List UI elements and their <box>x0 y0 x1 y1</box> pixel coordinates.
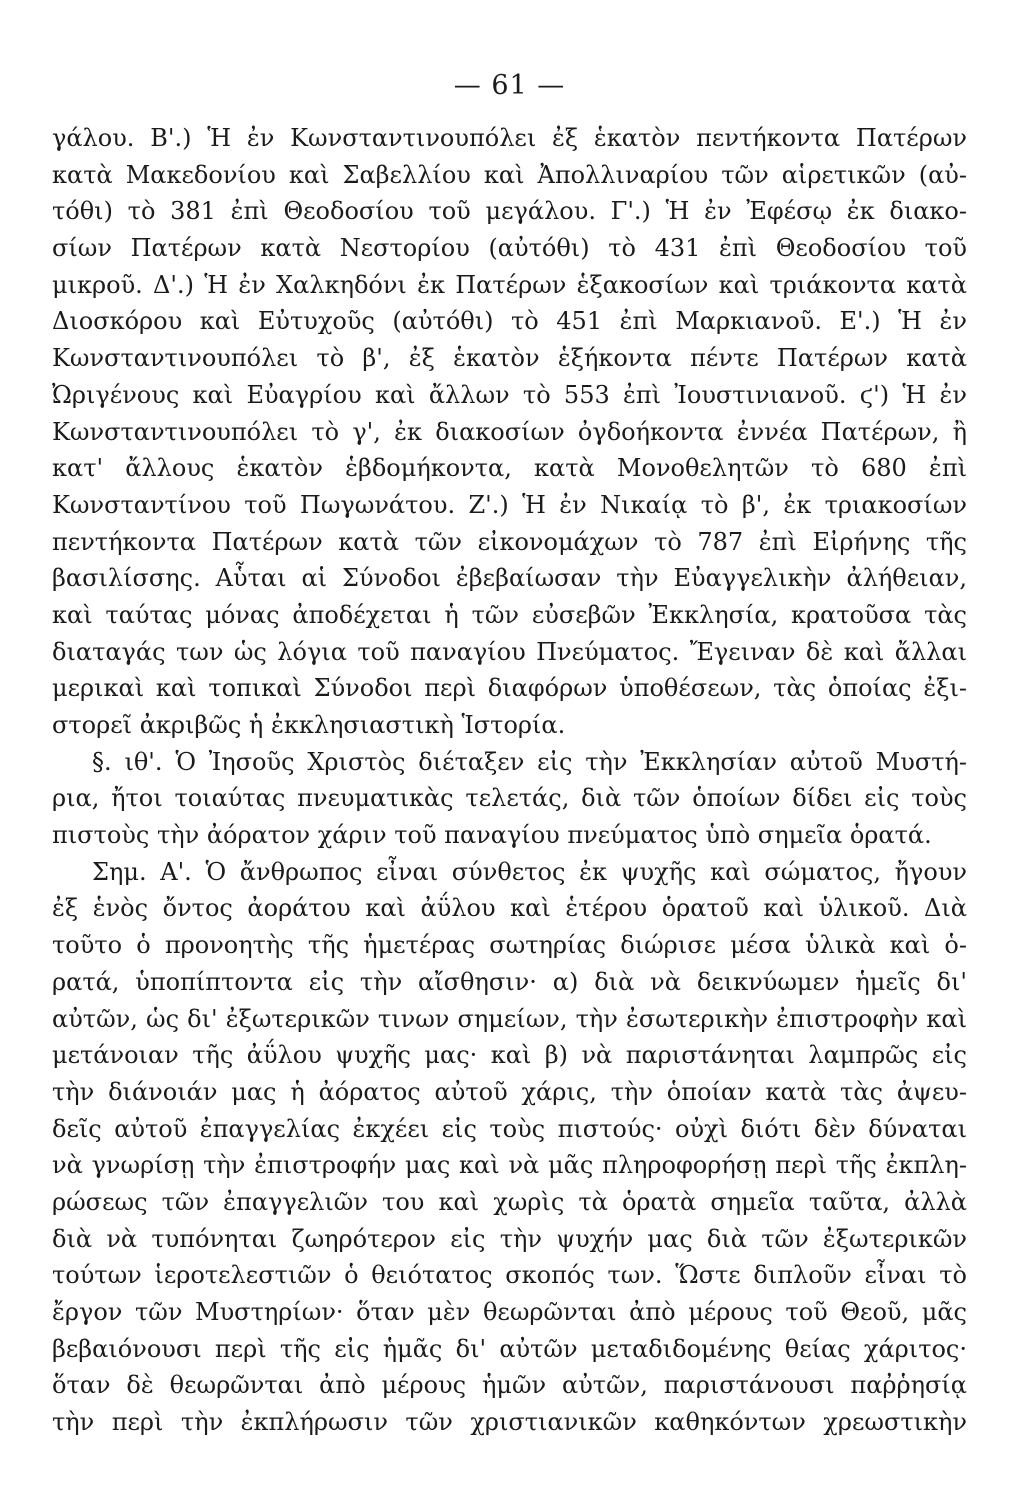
text-line: τὴν διάνοιάν μας ἡ ἀόρατος αὐτοῦ χάρις, τὴν ὁποίαν κατὰ τὰς ἀψευ- <box>52 1077 967 1106</box>
text-line: τοῦτο ὁ προνοητὴς τῆς ἡμετέρας σωτηρίας διώρισε μέσα ὑλικὰ καὶ ὁ- <box>52 931 967 960</box>
text-line: γάλου. Β'.) Ἡ ἐν Κωνσταντινουπόλει ἐξ ἑκατὸν πεντήκοντα Πατέρων <box>52 124 967 152</box>
text-line: Κωνσταντινουπόλει τὸ β', ἐξ ἑκατὸν ἑξήκοντα πέντε Πατέρων κατὰ <box>52 344 967 373</box>
text-line: ρατά, ὑποπίπτοντα εἰς τὴν αἴσθησιν· α) διὰ νὰ δεικνύωμεν ἡμεῖς δι' <box>52 967 967 996</box>
page-number: — 61 — <box>453 70 566 101</box>
text-line: Κωνσταντινουπόλει τὸ γ', ἐκ διακοσίων ὀγδοήκοντα ἐννέα Πατέρων, ἢ <box>52 417 967 446</box>
text-line: τούτων ἱεροτελεστιῶν ὁ θειότατος σκοπός των. Ὥστε διπλοῦν εἶναι τὸ <box>52 1261 967 1290</box>
text-line: διαταγάς των ὡς λόγια τοῦ παναγίου Πνεύματος. Ἔγειναν δὲ καὶ ἄλλαι <box>52 637 967 666</box>
text-line: τὴν περὶ τὴν ἐκπλήρωσιν τῶν χριστιανικῶν καθηκόντων χρεωστικὴν <box>52 1408 967 1437</box>
text-line: μερικαὶ καὶ τοπικαὶ Σύνοδοι περὶ διαφόρων ὑποθέσεων, τὰς ὁποίας ἐξι- <box>52 674 967 703</box>
text-line: διὰ νὰ τυπόνηται ζωηρότερον εἰς τὴν ψυχήν μας διὰ τῶν ἐξωτερικῶν <box>52 1224 967 1253</box>
body-text <box>52 120 967 1441</box>
text-line: τόθι) τὸ 381 ἐπὶ Θεοδοσίου τοῦ μεγάλου. Γ'.) Ἡ ἐν Ἐφέσῳ ἐκ διακο- <box>52 197 967 226</box>
text-line: κατὰ Μακεδονίου καὶ Σαβελλίου καὶ Ἀπολλιναρίου τῶν αἱρετικῶν (αὐ- <box>52 160 967 189</box>
text-line: πεντήκοντα Πατέρων κατὰ τῶν εἰκονομάχων τὸ 787 ἐπὶ Εἰρήνης τῆς <box>52 527 967 556</box>
text-line: νὰ γνωρίσῃ τὴν ἐπιστροφήν μας καὶ νὰ μᾶς πληροφορήσῃ περὶ τῆς ἐκπλη- <box>52 1151 967 1180</box>
text-line: στορεῖ ἀκριβῶς ἡ ἐκκλησιαστικὴ Ἱστορία. <box>52 711 566 739</box>
text-line: βασιλίσσης. Αὗται αἱ Σύνοδοι ἐβεβαίωσαν τὴν Εὐαγγελικὴν ἀλήθειαν, <box>52 564 967 593</box>
text-line: Διοσκόρου καὶ Εὐτυχοῦς (αὐτόθι) τὸ 451 ἐπὶ Μαρκιανοῦ. Ε'.) Ἡ ἐν <box>52 307 967 336</box>
text-line: μετάνοιαν τῆς ἀΰλου ψυχῆς μας· καὶ β) νὰ παριστάνηται λαμπρῶς εἰς <box>52 1041 967 1070</box>
text-line: ὅταν δὲ θεωρῶνται ἀπὸ μέρους ἡμῶν αὐτῶν, παριστάνουσι παῤῥησίᾳ <box>52 1371 967 1400</box>
text-line: ἐξ ἑνὸς ὄντος ἀοράτου καὶ ἀΰλου καὶ ἑτέρου ὁρατοῦ καὶ ὑλικοῦ. Διὰ <box>52 894 967 923</box>
note-heading-line: Σημ. Α'. Ὁ ἄνθρωπος εἶναι σύνθετος ἐκ ψυχῆς καὶ σώματος, ἤγουν <box>92 857 967 886</box>
section-heading-line: §. ιθ'. Ὁ Ἰησοῦς Χριστὸς διέταξεν εἰς τὴν Ἐκκλησίαν αὐτοῦ Μυστή- <box>92 747 967 776</box>
text-line: μικροῦ. Δ'.) Ἡ ἐν Χαλκηδόνι ἐκ Πατέρων ἑξακοσίων καὶ τριάκοντα κατὰ <box>52 270 967 299</box>
text-line: κατ' ἄλλους ἑκατὸν ἑβδομήκοντα, κατὰ Μονοθελητῶν τὸ 680 ἐπὶ <box>52 454 967 483</box>
text-line: ἔργον τῶν Μυστηρίων· ὅταν μὲν θεωρῶνται ἀπὸ μέρους τοῦ Θεοῦ, μᾶς <box>52 1298 967 1326</box>
text-line: βεβαιόνουσι περὶ τῆς εἰς ἡμᾶς δι' αὐτῶν μεταδιδομένης θείας χάριτος· <box>52 1334 967 1363</box>
text-line: Ὠριγένους καὶ Εὐαγρίου καὶ ἄλλων τὸ 553 ἐπὶ Ἰουστινιανοῦ. ϛ') Ἡ ἐν <box>52 380 967 409</box>
text-line: σίων Πατέρων κατὰ Νεστορίου (αὐτόθι) τὸ 431 ἐπὶ Θεοδοσίου τοῦ <box>52 234 967 263</box>
text-line: αὐτῶν, ὡς δι' ἐξωτερικῶν τινων σημείων, τὴν ἐσωτερικὴν ἐπιστροφὴν καὶ <box>52 1004 967 1033</box>
text-line: πιστοὺς τὴν ἀόρατον χάριν τοῦ παναγίου πνεύματος ὑπὸ σημεῖα ὁρατά. <box>52 821 932 850</box>
text-line: Κωνσταντίνου τοῦ Πωγωνάτου. Ζ'.) Ἡ ἐν Νικαίᾳ τὸ β', ἐκ τριακοσίων <box>52 490 967 519</box>
text-line: ρια, ἤτοι τοιαύτας πνευματικὰς τελετάς, διὰ τῶν ὁποίων δίδει εἰς τοὺς <box>52 784 967 813</box>
text-line: ρώσεως τῶν ἐπαγγελιῶν του καὶ χωρὶς τὰ ὁρατὰ σημεῖα ταῦτα, ἀλλὰ <box>52 1187 967 1216</box>
text-line: καὶ ταύτας μόνας ἀποδέχεται ἡ τῶν εὐσεβῶν Ἐκκλησία, κρατοῦσα τὰς <box>52 600 967 629</box>
text-line: δεῖς αὐτοῦ ἐπαγγελίας ἐκχέει εἰς τοὺς πιστούς· οὐχὶ διότι δὲν δύναται <box>52 1114 967 1143</box>
